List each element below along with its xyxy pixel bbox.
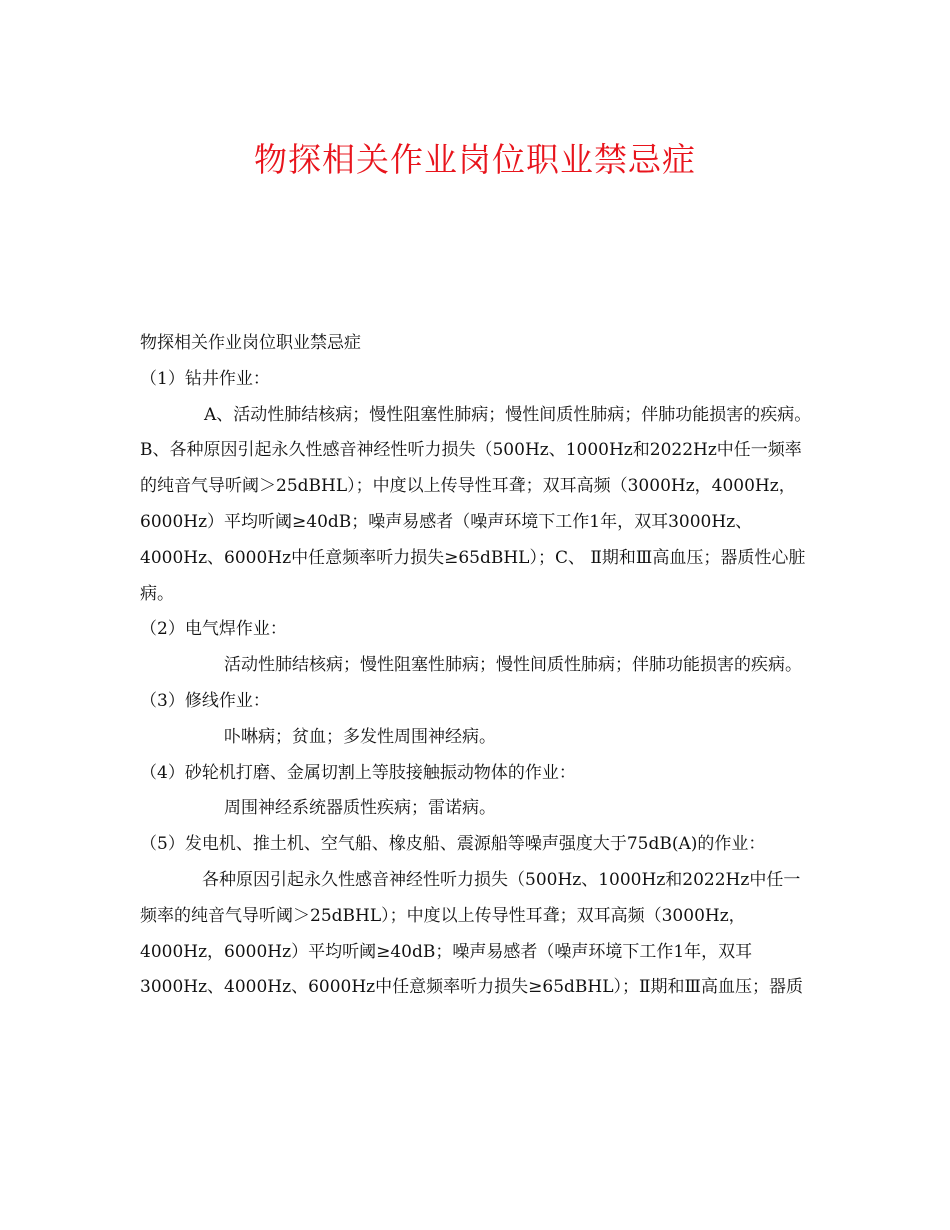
- section-5-body: 各种原因引起永久性感音神经性听力损失（500Hz、1000Hz和2022Hz中任一频率的纯音气导听阈＞25dBHL）；中度以上传导性耳聋；双耳高频（3000Hz，4000Hz，6000Hz）平均听阈≥40dB；噪声易感者（噪声环境下工作1年，双耳3000Hz、4000Hz、6000Hz中任意频率听力损失≥65dBHL）；Ⅱ期和Ⅲ高血压；器质: [140, 869, 803, 998]
- document-body: [140, 326, 812, 1006]
- section-1-body: A、活动性肺结核病；慢性阻塞性肺病；慢性间质性肺病；伴肺功能损害的疾病。B、各种原因引起永久性感音神经性听力损失（500Hz、1000Hz和2022Hz中任一频率的纯音气导听阈＞25dBHL）；中度以上传导性耳聋；双耳高频（3000Hz，4000Hz，6000Hz）平均听阈≥40dB；噪声易感者（噪声环境下工作1年，双耳3000Hz、4000Hz、6000Hz中任意频率听力损失≥65dBHL）；C、 Ⅱ期和Ⅲ高血压；器质性心脏病。: [140, 404, 812, 604]
- section-1-heading: （1）钻井作业：: [140, 368, 270, 389]
- section-2-body: 活动性肺结核病；慢性阻塞性肺病；慢性间质性肺病；伴肺功能损害的疾病。: [224, 655, 802, 676]
- section-4-body: 周围神经系统器质性疾病；雷诺病。: [224, 798, 496, 819]
- section-5-heading: （5）发电机、推土机、空气船、橡皮船、震源船等噪声强度大于75dB(A)的作业：: [140, 834, 766, 855]
- section-2-heading: （2）电气焊作业：: [140, 619, 287, 640]
- section-3-body: 卟啉病；贫血；多发性周围神经病。: [224, 726, 496, 747]
- section-4-heading: （4）砂轮机打磨、金属切割上等肢接触振动物体的作业：: [140, 762, 576, 783]
- section-3-heading: （3）修线作业：: [140, 690, 270, 711]
- document-title: 物探相关作业岗位职业禁忌症: [254, 140, 696, 179]
- subtitle-paragraph: 物探相关作业岗位职业禁忌症: [140, 333, 361, 353]
